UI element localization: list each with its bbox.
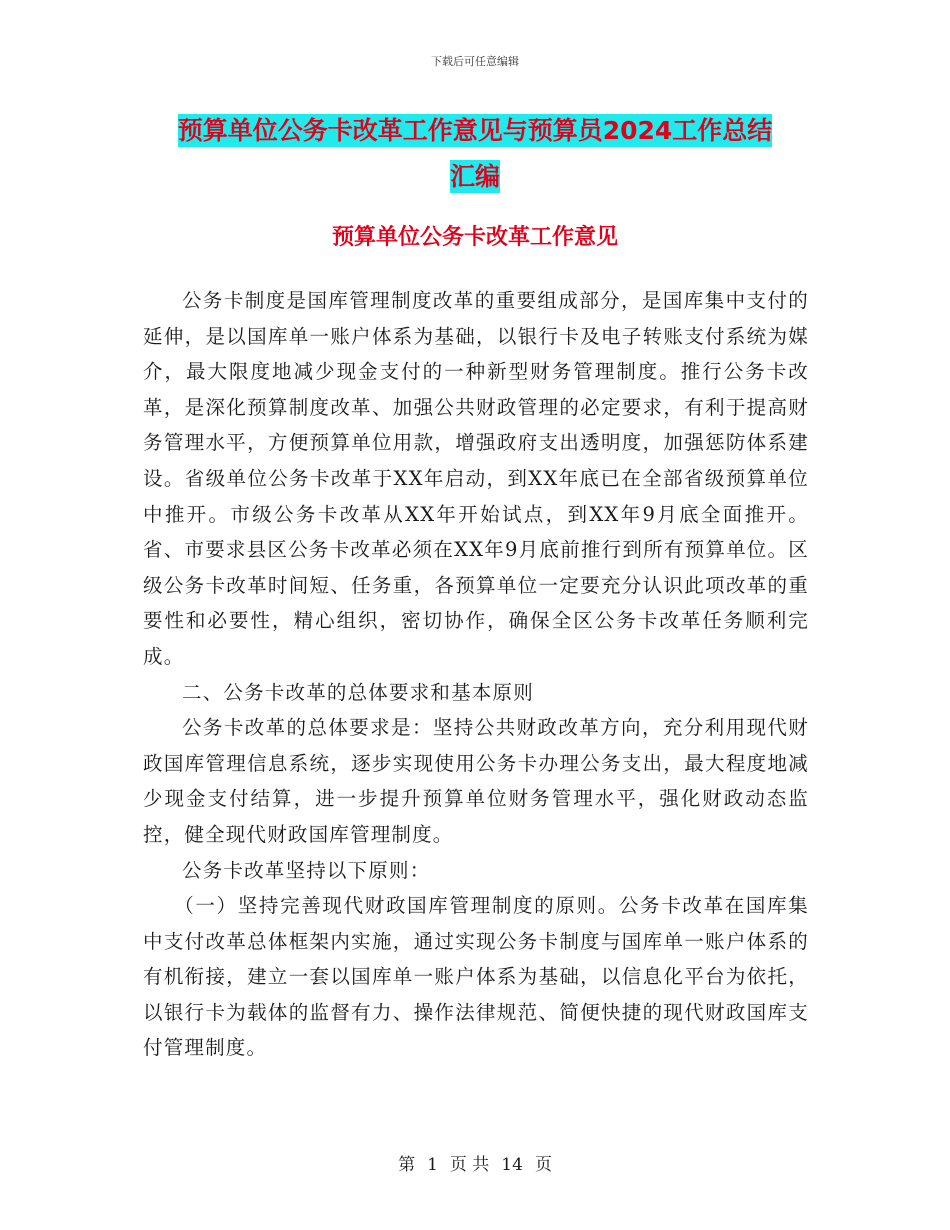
title-line-1: 预算单位公务卡改革工作意见与预算员2024工作总结 — [177, 116, 773, 145]
paragraph-principle-1: （一）坚持完善现代财政国库管理制度的原则。公务卡改革在国库集中支付改革总体框架内实施，通过实现公务卡制度与国库单一账户体系的有机衔接，建立一套以国库单一账户体系为基础，以信息化平台为依托，以银行卡为载体的监督有力、操作法律规范、简便快捷的现代财政国库支付管理制度。 — [143, 894, 809, 1060]
page-mid: 页 共 — [449, 1155, 490, 1175]
page-footer — [0, 1150, 950, 1175]
paragraph-overall-requirement: 公务卡改革的总体要求是：坚持公共财政改革方向，充分利用现代财政国库管理信息系统，逐步实现使用公务卡办理公务支出，最大程度地减少现金支付结算，进一步提升预算单位财务管理水平，强化财政动态监控，健全现代财政国库管理制度。 — [143, 716, 809, 846]
page-total: 14 — [501, 1155, 523, 1175]
paragraph-heading-2: 二、公务卡改革的总体要求和基本原则 — [182, 680, 534, 704]
section-title: 预算单位公务卡改革工作意见 — [331, 225, 618, 250]
document-title — [140, 108, 810, 200]
title-line-2: 汇编 — [449, 162, 500, 191]
page-number: 1 — [427, 1155, 438, 1175]
paragraph-principles-lead: 公务卡改革坚持以下原则： — [182, 858, 431, 882]
page-suffix: 页 — [534, 1155, 552, 1175]
document-body — [143, 283, 809, 1066]
header-note: 下载后可任意编辑 — [431, 55, 519, 68]
paragraph-intro: 公务卡制度是国库管理制度改革的重要组成部分，是国库集中支付的延伸，是以国库单一账户体系为基础，以银行卡及电子转账支付系统为媒介，最大限度地减少现金支付的一种新型财务管理制度。推行公务卡改革，是深化预算制度改革、加强公共财政管理的必定要求，有利于提高财务管理水平，方便预算单位用款，增强政府支出透明度，加强惩防体系建设。省级单位公务卡改革于XX年启动，到XX年底已在全部省级预算单位中推开。市级公务卡改革从XX年开始试点，到XX年9月底全面推开。省、市要求县区公务卡改革必须在XX年9月底前推行到所有预算单位。区级公务卡改革时间短、任务重，各预算单位一定要充分认识此项改革的重要性和必要性，精心组织，密切协作，确保全区公务卡改革任务顺利完成。 — [143, 289, 809, 668]
page-prefix: 第 — [398, 1155, 416, 1175]
